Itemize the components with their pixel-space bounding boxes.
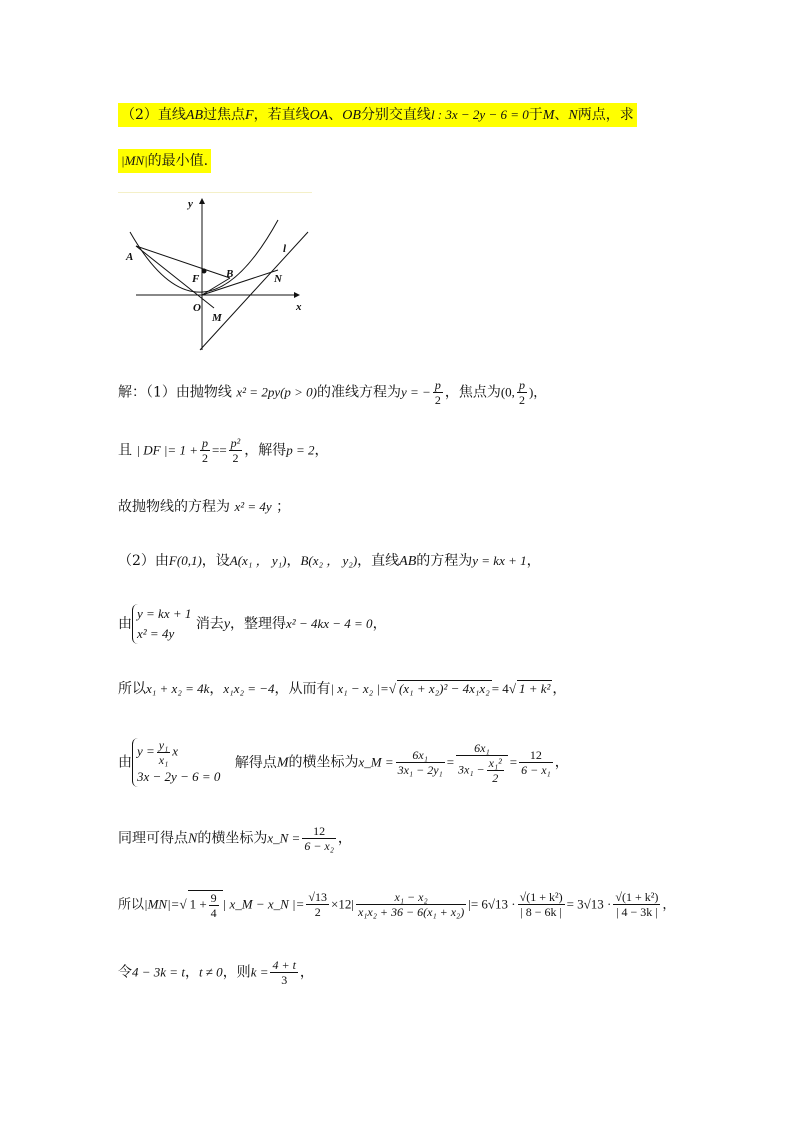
text: 的方程为 [416, 553, 473, 569]
text: (0, [500, 384, 515, 400]
text: 3x₁ − 2y₁ [397, 763, 443, 777]
text: | x_M − x_N |= [222, 896, 305, 912]
solution-line-8 [118, 824, 352, 853]
parabola-figure [118, 190, 318, 355]
text: x₁x₂ + 36 − 6(x₁ + x₂) [357, 905, 465, 920]
text: 1 + [189, 896, 207, 912]
text: |MN| [121, 153, 148, 168]
text: | 8 − 6k | [520, 905, 562, 920]
solution-line-4 [118, 550, 541, 570]
text: 所以 [118, 897, 145, 913]
fraction [157, 738, 171, 767]
text: 12 [519, 748, 553, 763]
text: = 4 [491, 681, 509, 696]
solution-line-3 [118, 496, 290, 516]
text: ，则 [222, 964, 251, 981]
problem-highlight-1 [118, 103, 637, 127]
text: 12 [302, 824, 336, 839]
text: p [518, 378, 525, 392]
problem-line-2 [118, 150, 211, 170]
text: 2 [518, 393, 525, 407]
text: 6 − x₁ [521, 763, 551, 777]
text: 3x₁ − [458, 761, 485, 776]
solution-line-7 [118, 738, 569, 787]
text: ， [552, 681, 567, 697]
text: | DF |= 1 + [136, 442, 198, 458]
text: 由 [118, 616, 132, 632]
label-B: B [226, 268, 234, 280]
fraction [517, 378, 527, 407]
text: t ≠ 0 [198, 964, 223, 980]
text: OB [342, 108, 361, 123]
text: ， [209, 681, 224, 697]
text: 的横坐标为 [288, 754, 359, 771]
text: k = [250, 964, 269, 980]
text: 2 [434, 393, 441, 407]
text: M [276, 755, 289, 771]
text: )， [528, 384, 547, 400]
text: y₁ [158, 738, 169, 752]
text: AB [399, 554, 417, 569]
text: ， [299, 964, 314, 981]
text: == [211, 442, 227, 458]
text: 于 [528, 107, 543, 123]
fraction [518, 890, 565, 919]
fraction [302, 824, 336, 853]
text: ， [314, 442, 329, 459]
label-x: x [296, 301, 302, 313]
line-l [200, 232, 308, 350]
text: ， [662, 897, 676, 913]
text: x [172, 743, 179, 759]
text: ， [184, 964, 199, 981]
fraction [396, 748, 445, 777]
text: 、 [328, 107, 343, 123]
text: y = − [401, 384, 431, 400]
text: p² [230, 436, 241, 450]
text: |MN|= [144, 896, 180, 912]
label-A: A [126, 251, 134, 263]
text: x_M = [358, 754, 394, 770]
text: 3x − 2y − 6 = 0 [137, 769, 221, 784]
text: N [568, 108, 578, 123]
text: x² = 4y [137, 626, 175, 641]
text: ，从而有 [274, 681, 331, 697]
text: 的准线方程为 [317, 384, 402, 401]
text: p [434, 378, 441, 392]
text: √(1 + k²) [615, 890, 659, 905]
text: 2 [201, 451, 208, 465]
text: 2 [232, 451, 239, 465]
text: p [201, 436, 208, 450]
equation-system [132, 604, 191, 644]
fraction [356, 890, 466, 919]
problem-line-1 [118, 104, 637, 124]
text: |= 6√13 · [468, 896, 516, 912]
line-ON [202, 270, 278, 295]
text: (x₁ + x₂)² − 4x₁x₂ [398, 681, 490, 696]
text: 9 [210, 891, 217, 905]
text: 解：（1）由抛物线 [118, 384, 232, 401]
text: y = kx + 1 [472, 553, 527, 568]
text: 6 − x₂ [304, 839, 334, 853]
solution-line-6: 所以x₁ + x₂ = 4k，x₁x₂ = −4，从而有| x₁ − x₂ |=√ (x₁ + x₂)² − 4x₁x₂ = 4√ 1 + k² ， [118, 681, 567, 697]
text: 4 [210, 906, 217, 920]
fraction [200, 436, 210, 465]
parabola-curve [130, 220, 278, 292]
text: ； [276, 499, 291, 515]
text: x₁x₂ = −4 [223, 681, 275, 696]
text: 由 [118, 754, 132, 771]
line-l-equation: l : 3x − 2y − 6 = 0 [430, 107, 529, 122]
text: 两点，求 [577, 107, 634, 123]
label-M: M [212, 312, 222, 324]
text: x₁ [158, 753, 169, 767]
text: √(1 + k²) [519, 890, 563, 905]
text: p = 2 [286, 442, 315, 458]
text: 故抛物线的方程为 [118, 499, 230, 515]
text: = [446, 754, 455, 770]
equation-system [132, 738, 220, 787]
fraction [613, 890, 660, 919]
fraction [229, 436, 243, 465]
y-axis-arrow [199, 198, 205, 204]
text: 3 [281, 973, 288, 987]
fraction [456, 741, 508, 785]
text: 2 [314, 905, 321, 920]
solution-line-2 [118, 436, 329, 465]
label-N: N [274, 273, 282, 285]
text: ，设 [201, 553, 230, 569]
text: 所以 [118, 681, 146, 697]
text: M [542, 108, 555, 123]
text: 令 [118, 964, 132, 981]
text: 同理可得点 [118, 830, 188, 847]
text: 2 [492, 770, 499, 785]
text: F [245, 108, 254, 123]
text: 的最小值. [147, 153, 209, 169]
solution-line-5 [118, 604, 387, 644]
text: 4 + t [272, 958, 296, 972]
label-l: l [283, 243, 287, 255]
text: A(x₁ ， y₁) [229, 553, 287, 568]
text: x₁ − x₂ [356, 890, 466, 905]
text: ×12| [331, 896, 354, 912]
text: OA [309, 108, 329, 123]
text: 的横坐标为 [197, 830, 268, 847]
fraction [487, 756, 504, 785]
text: ， [554, 754, 569, 771]
text: 消去 [195, 616, 224, 632]
fraction [433, 378, 443, 407]
text: 6x₁ [396, 748, 445, 763]
text: x_N = [267, 830, 301, 846]
text: | 4 − 3k | [616, 905, 658, 920]
text: 、 [554, 107, 569, 123]
text: y = kx + 1 [137, 606, 192, 621]
solution-line-10 [118, 958, 314, 987]
text: 4 − 3k = t [132, 964, 185, 980]
fraction [306, 890, 329, 919]
fraction [519, 748, 553, 777]
text: ， [372, 616, 387, 632]
text: （2）由 [118, 553, 169, 569]
text: ， [286, 553, 301, 569]
x-axis-arrow [294, 292, 300, 298]
label-y: y [188, 198, 193, 210]
text: y [223, 617, 231, 632]
text: 解得点 [234, 754, 277, 771]
text: x² = 4y [234, 499, 272, 514]
text: ，焦点为 [444, 384, 501, 401]
label-O: O [193, 302, 201, 314]
text: = 3√13 · [566, 896, 612, 912]
text: 过焦点 [203, 107, 246, 123]
text: AB [185, 108, 204, 123]
text: x² = 2py(p > 0) [236, 384, 318, 400]
text: 6x₁ [456, 741, 508, 756]
problem-highlight-2 [118, 149, 211, 173]
text: √13 [308, 890, 327, 905]
text: x₁ + x₂ = 4k [146, 681, 210, 696]
text: F(0,1) [168, 553, 202, 568]
text: y = [137, 743, 155, 759]
text: | x₁ − x₂ |= [330, 681, 389, 696]
label-F: F [192, 273, 200, 285]
fraction [270, 958, 297, 987]
text: = [509, 754, 518, 770]
fraction [209, 891, 219, 920]
text: 1 + k² [518, 681, 551, 696]
text: x₁² [488, 755, 502, 770]
text: B(x₂ ， y₂) [300, 553, 358, 568]
text: N [188, 831, 198, 847]
text: x² − 4kx − 4 = 0 [286, 616, 373, 631]
text: 且 [118, 442, 132, 459]
solution-line-1 [118, 378, 546, 407]
line-OB [202, 278, 230, 295]
text: ， [526, 553, 541, 569]
text: 分别交直线 [360, 107, 431, 123]
text: ，若直线 [253, 107, 310, 123]
solution-line-9: 所以|MN|=√ 1 + $\frac{9}{4}$ | x_M − x_N |= $\frac{√13}{2}$ ×12| $\frac{\text{x₁ − x₂}}{\text{x₁x₂ + 36 − 6(x₁ + x₂)}}$ |= 6√13 · $\frac{\text{√(1 + k²)}}{| 8 - 6k |}$ = 3√13 · $\frac{\text{√(1 + k²)}}{| 4 - 3k |}$ ， [118, 890, 676, 920]
text: ， [337, 830, 352, 847]
text: （2）直线 [121, 107, 186, 123]
focus-point [202, 269, 207, 274]
text: ，整理得 [230, 616, 287, 632]
text: ，解得 [244, 442, 287, 459]
text: ，直线 [357, 553, 400, 569]
